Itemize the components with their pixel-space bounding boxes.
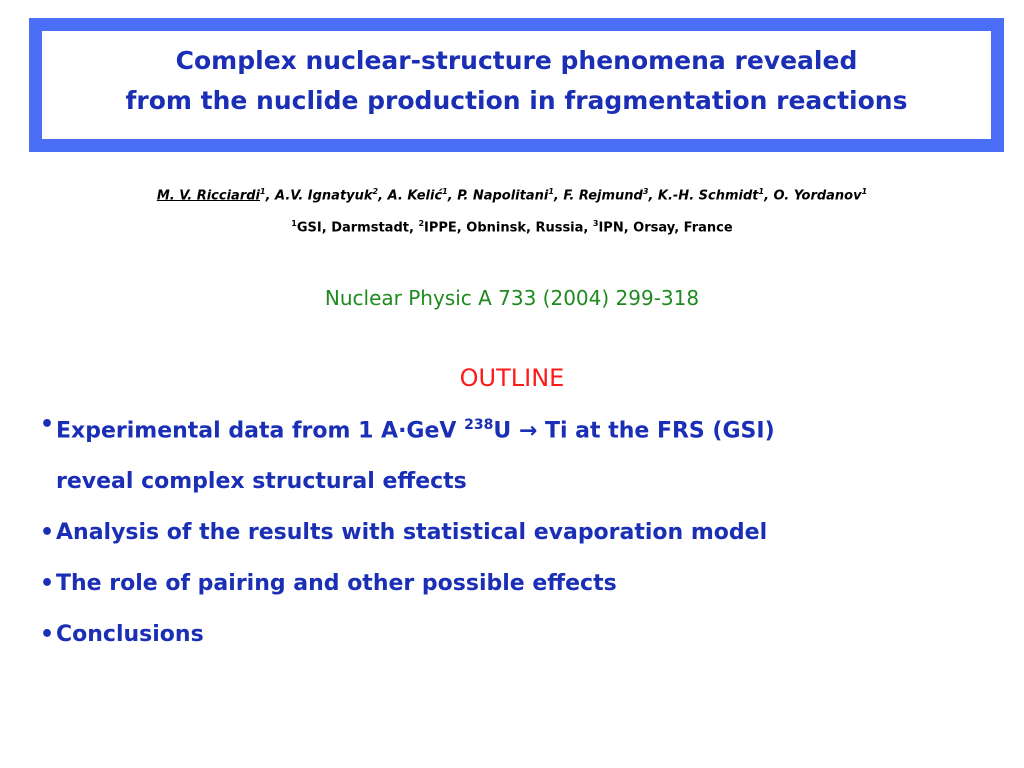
outline-heading: OUTLINE	[459, 364, 565, 392]
bullet-icon: •	[40, 520, 55, 546]
title-line-2: from the nuclide production in fragmentation reactions	[125, 86, 908, 115]
author-affiliation-mark: 1	[758, 187, 765, 196]
journal-reference: Nuclear Physic A 733 (2004) 299-318	[324, 286, 700, 310]
author-affiliation-mark: 1	[548, 187, 554, 196]
affiliation-list	[0, 219, 1024, 235]
outline-item	[40, 622, 1000, 648]
outline-item-text: Analysis of the results with statistical evaporation model	[56, 520, 768, 546]
affiliation-text: IPN, Orsay, France	[598, 220, 733, 236]
bullet-icon: •	[40, 622, 55, 648]
affiliation-text: GSI, Darmstadt,	[296, 220, 419, 236]
mass-number: 238	[464, 417, 494, 433]
affiliation-text: IPPE, Obninsk, Russia,	[424, 220, 593, 236]
bullet-icon: •	[40, 412, 55, 437]
outline-item-continuation: reveal complex structural effects	[56, 469, 467, 495]
outline-item-text: Conclusions	[56, 622, 204, 648]
affiliation-mark: 2	[418, 219, 425, 228]
author-affiliation-mark: 2	[372, 187, 379, 196]
outline-item	[40, 520, 1000, 546]
author-affiliation-mark: 3	[642, 187, 649, 196]
outline-item-text: Experimental data from 1 A·GeV	[56, 418, 465, 444]
outline-item	[40, 571, 1000, 597]
outline-list	[40, 412, 1000, 673]
title-box	[42, 31, 991, 139]
author-name: , F. Rejmund	[553, 188, 643, 204]
author-name: , O. Yordanov	[764, 188, 862, 204]
author-name: M. V. Ricciardi	[156, 188, 260, 204]
author-name: , A. Kelić	[378, 188, 443, 204]
author-name: , P. Napolitani	[447, 188, 549, 204]
author-name: , K.-H. Schmidt	[648, 188, 759, 204]
affiliation-mark: 3	[592, 219, 599, 228]
affiliation-mark: 1	[291, 219, 297, 228]
author-affiliation-mark: 1	[442, 187, 448, 196]
outline-item-text: U → Ti at the FRS (GSI)	[493, 418, 775, 444]
author-affiliation-mark: 1	[260, 187, 266, 196]
author-affiliation-mark: 1	[861, 187, 868, 196]
outline-item	[40, 412, 1000, 495]
outline-item-text: The role of pairing and other possible effects	[56, 571, 617, 597]
author-list	[0, 187, 1024, 203]
bullet-icon: •	[40, 571, 55, 597]
title-frame	[29, 18, 1004, 152]
title-line-1: Complex nuclear-structure phenomena revealed	[175, 46, 858, 75]
author-name: , A.V. Ignatyuk	[265, 188, 373, 204]
